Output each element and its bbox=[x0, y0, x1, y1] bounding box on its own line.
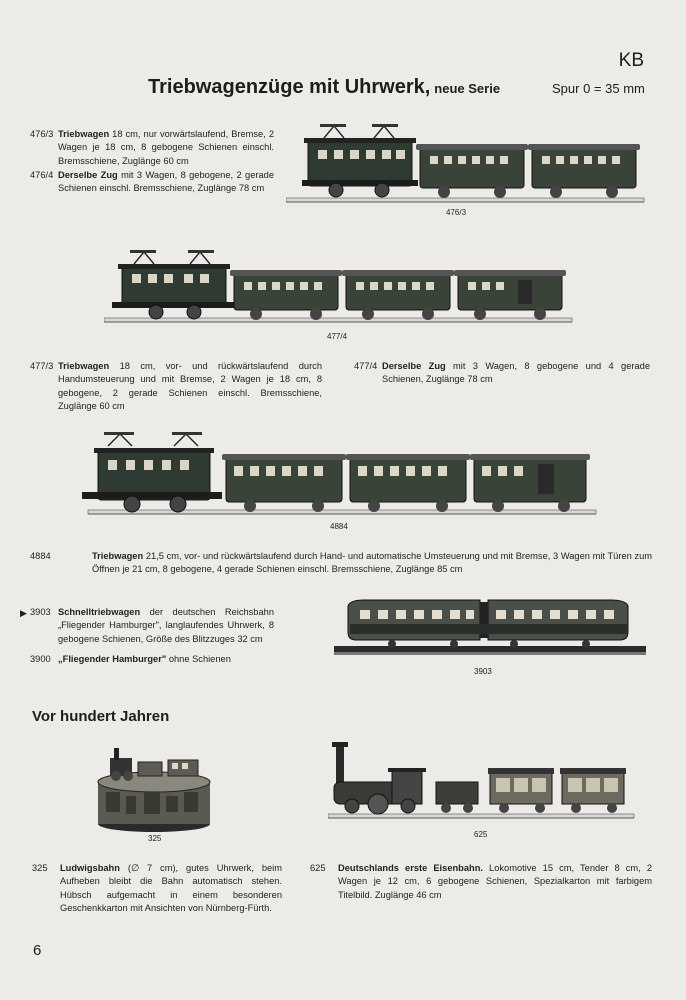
entry-text: 21,5 cm, vor- und rückwärtslaufend durch Hand- und automatische Umsteuerung und mit Bremse, 3 Wagen mit Türen zum Öffnen je 21 cm, 8 gebogene, 4 gerade Schienen einschl. Bremsschiene, Zuglänge 85 cm bbox=[92, 551, 652, 575]
entry-text: ohne Schienen bbox=[166, 654, 231, 664]
entry-name: Triebwagen bbox=[92, 551, 144, 561]
gauge-info: Spur 0 = 35 mm bbox=[552, 81, 645, 96]
train-477-4-illustration bbox=[104, 246, 574, 330]
entry-number: 3900 bbox=[30, 654, 51, 664]
entry-name: Triebwagen bbox=[58, 129, 110, 139]
entry-476-4 bbox=[30, 169, 274, 196]
caption-476-3: 476/3 bbox=[446, 208, 467, 217]
section-title: Vor hundert Jahren bbox=[32, 708, 170, 725]
entry-name: Ludwigsbahn bbox=[60, 863, 120, 873]
train-476-3-illustration bbox=[286, 118, 646, 210]
entry-name: Schnelltriebwagen bbox=[58, 607, 141, 617]
caption-3903: 3903 bbox=[474, 667, 492, 676]
entry-number: 325 bbox=[32, 863, 48, 873]
entry-477-4 bbox=[354, 360, 650, 387]
title-subtitle: neue Serie bbox=[434, 81, 501, 96]
entry-3903 bbox=[30, 606, 274, 646]
entry-number: 3903 bbox=[30, 607, 51, 617]
page-number: 6 bbox=[33, 942, 42, 959]
entry-number: 476/4 bbox=[30, 170, 54, 180]
erste-eisenbahn-illustration bbox=[328, 740, 636, 826]
entry-name: Triebwagen bbox=[58, 361, 110, 371]
title-main: Triebwagenzüge mit Uhrwerk, bbox=[148, 76, 431, 98]
new-item-marker: ▶ bbox=[20, 608, 27, 618]
entry-number: 4884 bbox=[30, 551, 51, 561]
entry-text: der deutschen Reichsbahn „Fliegender Hamburger", langlaufendes Uhrwerk, 8 gebogene Schienen, Größe des Blitzzuges 32 cm bbox=[58, 607, 274, 644]
train-3903-illustration bbox=[334, 596, 648, 664]
entry-name: „Fliegender Hamburger" bbox=[58, 654, 167, 664]
caption-4884: 4884 bbox=[330, 522, 348, 531]
page-title bbox=[148, 76, 500, 99]
entry-477-3 bbox=[30, 360, 322, 414]
entry-text: mit 3 Wagen, 8 gebogene, 2 gerade Schienen einschl. Bremsschiene, Zuglänge 78 cm bbox=[58, 170, 274, 194]
entry-476-3 bbox=[30, 128, 274, 168]
entry-name: Derselbe Zug bbox=[382, 361, 446, 371]
entry-text: 18 cm, nur vorwärtslaufend, Bremse, 2 Wagen je 18 cm, 8 gebogene Schienen einschl. Bremsschiene, Zuglänge 60 cm bbox=[58, 129, 274, 166]
ludwigsbahn-illustration bbox=[96, 742, 214, 834]
entry-name: Deutschlands erste Eisenbahn. bbox=[338, 863, 483, 873]
entry-325 bbox=[32, 862, 282, 916]
entry-number: 476/3 bbox=[30, 129, 54, 139]
entry-text: mit 3 Wagen, 8 gebogene und 4 gerade Schienen, Zuglänge 78 cm bbox=[382, 361, 650, 385]
catalog-code: KB bbox=[618, 50, 644, 71]
entry-number: 477/4 bbox=[354, 361, 378, 371]
caption-625: 625 bbox=[474, 830, 488, 839]
entry-4884 bbox=[30, 550, 652, 577]
entry-3900 bbox=[30, 653, 274, 666]
caption-325: 325 bbox=[148, 834, 162, 843]
entry-text: Lokomotive 15 cm, Tender 8 cm, 2 Wagen je 12 cm, 6 gebogene Schienen, Spezialkarton mit farbigem Titelbild. Zuglänge 46 cm bbox=[338, 863, 653, 900]
entry-625 bbox=[310, 862, 652, 902]
entry-text: (∅ 7 cm), gutes Uhrwerk, beim Aufheben bleibt die Bahn automatisch stehen. Hübsch aufgemacht in einem besonderen Geschenkkarton mit Ansichten von Nürnberg-Fürth. bbox=[60, 863, 282, 914]
train-4884-illustration bbox=[78, 430, 598, 522]
entry-name: Derselbe Zug bbox=[58, 170, 118, 180]
caption-477-4: 477/4 bbox=[327, 332, 348, 341]
entry-number: 477/3 bbox=[30, 361, 54, 371]
entry-number: 625 bbox=[310, 863, 326, 873]
entry-text: 18 cm, vor- und rückwärtslaufend durch Handumsteuerung und mit Bremse, 2 Wagen je 18 cm, 8 gebogene, 2 gerade Schienen einschl. Bremsschiene, Zuglänge 60 cm bbox=[58, 361, 322, 412]
